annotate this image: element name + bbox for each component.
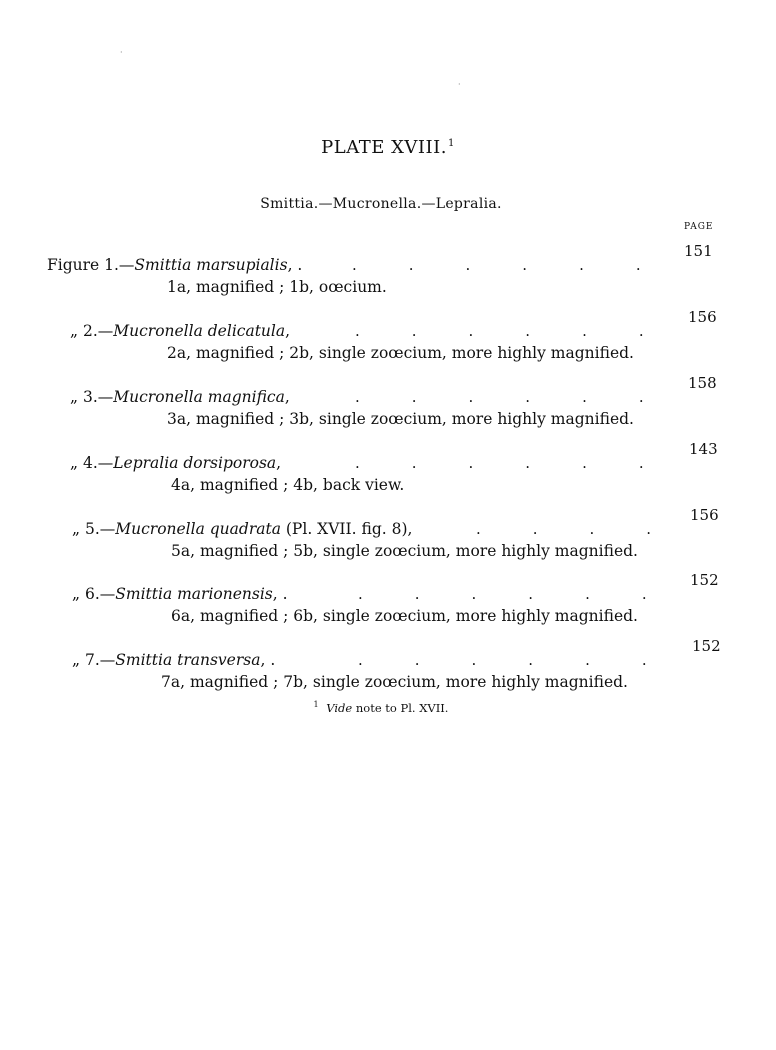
leader-dots: .... (476, 520, 704, 538)
footnote-vide: Vide (326, 700, 353, 715)
page-number: 151 (684, 242, 713, 260)
footnote-marker: 1 (447, 138, 455, 149)
figure-number: „ 3.— (70, 388, 114, 406)
species-name: Lepralia dorsiporosa (113, 454, 277, 472)
figure-caption (72, 520, 412, 538)
species-name: Smittia marionensis (115, 585, 273, 603)
figure-caption (70, 388, 290, 406)
species-name: Mucronella delicatula (113, 322, 286, 340)
figure-detail: 6a, magnified ; 6b, single zoœcium, more highly magnified. (171, 607, 638, 625)
figure-caption (70, 454, 281, 472)
plate-title (0, 137, 776, 158)
figure-number: Figure 1.— (47, 256, 135, 274)
caption-suffix: , . (287, 256, 303, 274)
leader-dots: ...... (358, 651, 699, 669)
speck: · (120, 48, 123, 57)
footnote (0, 700, 762, 715)
page-number: 152 (690, 571, 719, 589)
leader-dots: ...... (355, 454, 696, 472)
figure-detail: 5a, magnified ; 5b, single zoœcium, more highly magnified. (171, 542, 638, 560)
figure-number: „ 7.— (72, 651, 116, 669)
species-name: Mucronella quadrata (115, 520, 281, 538)
page-number: 156 (690, 506, 719, 524)
plate-subtitle: Smittia.—Mucronella.—Lepralia. (260, 196, 502, 212)
leader-dots: ...... (352, 256, 693, 274)
figure-detail: 3a, magnified ; 3b, single zoœcium, more highly magnified. (167, 410, 634, 428)
figure-detail: 4a, magnified ; 4b, back view. (171, 476, 405, 494)
plate-title-text: PLATE XVIII. (321, 137, 447, 158)
caption-suffix: , . (272, 585, 288, 603)
figure-caption (47, 256, 302, 274)
figure-number: „ 5.— (72, 520, 116, 538)
leader-dots: ...... (355, 388, 696, 406)
page-number: 152 (692, 637, 721, 655)
figure-caption (72, 651, 275, 669)
page-number: 143 (689, 440, 718, 458)
page-number: 158 (688, 374, 717, 392)
species-name: Mucronella magnifica (113, 388, 285, 406)
footnote-marker: 1 (313, 700, 319, 709)
figure-detail: 1a, magnified ; 1b, oœcium. (167, 278, 387, 296)
species-name: Smittia marsupialis (134, 256, 288, 274)
figure-number: „ 4.— (70, 454, 114, 472)
caption-suffix: , (285, 322, 291, 340)
caption-suffix: (Pl. XVII. fig. 8), (280, 520, 413, 538)
figure-detail: 2a, magnified ; 2b, single zoœcium, more highly magnified. (167, 344, 634, 362)
page-number: 156 (688, 308, 717, 326)
caption-suffix: , (276, 454, 282, 472)
figure-detail: 7a, magnified ; 7b, single zoœcium, more highly magnified. (161, 673, 628, 691)
caption-suffix: , (284, 388, 290, 406)
leader-dots: ...... (355, 322, 696, 340)
figure-caption (72, 585, 288, 603)
speck: · (458, 80, 461, 89)
caption-suffix: , . (260, 651, 276, 669)
species-name: Smittia transversa (115, 651, 261, 669)
footnote-text: note to Pl. XVII. (352, 700, 449, 715)
page-column-header: PAGE (684, 222, 714, 232)
figure-caption (70, 322, 290, 340)
figure-number: „ 6.— (72, 585, 116, 603)
figure-number: „ 2.— (70, 322, 114, 340)
leader-dots: ...... (358, 585, 699, 603)
